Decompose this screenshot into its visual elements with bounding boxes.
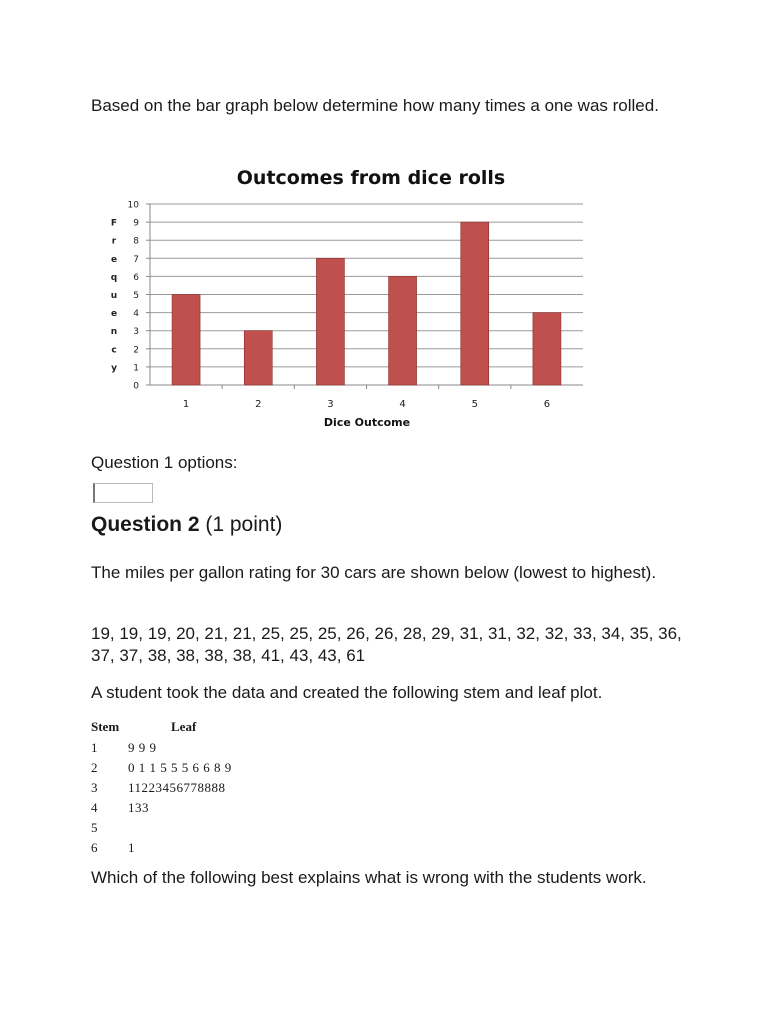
chart-x-ticks bbox=[183, 399, 550, 410]
y-axis-label-letter: F bbox=[110, 218, 118, 229]
bar-chart-svg bbox=[90, 152, 598, 442]
bar bbox=[461, 222, 489, 385]
x-tick-label: 2 bbox=[255, 399, 262, 410]
leaf-header: Leaf bbox=[171, 719, 197, 734]
bar-chart bbox=[90, 152, 598, 442]
stem-value: 5 bbox=[91, 820, 98, 835]
stem-value: 2 bbox=[91, 760, 98, 775]
stem-value: 1 bbox=[91, 740, 98, 755]
question-2-points: (1 point) bbox=[205, 513, 283, 536]
stem-value: 6 bbox=[91, 840, 98, 855]
chart-y-axis-label bbox=[111, 219, 117, 374]
leaf-values: 0 1 1 5 5 5 6 6 8 9 bbox=[128, 760, 232, 775]
y-axis-label-letter: q bbox=[110, 272, 118, 283]
y-axis-label-letter: r bbox=[111, 236, 117, 247]
question-2-which-text: Which of the following best explains what is wrong with the students work. bbox=[91, 868, 647, 887]
y-axis-label-letter: e bbox=[110, 309, 118, 320]
question-1-options-label: Question 1 options: bbox=[91, 453, 238, 472]
y-tick-label: 5 bbox=[133, 291, 139, 301]
question-2-title: Question 2 bbox=[91, 513, 200, 536]
y-tick-label: 7 bbox=[133, 254, 139, 265]
y-tick-label: 2 bbox=[133, 345, 139, 356]
bar bbox=[316, 258, 344, 385]
question-2-text: The miles per gallon rating for 30 cars are shown below (lowest to highest). bbox=[91, 563, 657, 582]
leaf-values: 11223456778888 bbox=[128, 780, 226, 795]
chart-gridlines bbox=[146, 204, 583, 389]
x-tick-label: 5 bbox=[471, 399, 478, 410]
chart-bars bbox=[172, 222, 561, 385]
y-tick-label: 8 bbox=[133, 236, 139, 247]
y-tick-label: 0 bbox=[133, 381, 139, 392]
y-tick-label: 10 bbox=[127, 200, 139, 211]
x-tick-label: 4 bbox=[399, 399, 406, 410]
question-1-prompt: Based on the bar graph below determine how many times a one was rolled. bbox=[91, 96, 659, 115]
y-tick-label: 1 bbox=[133, 363, 139, 374]
y-axis-label-letter: n bbox=[110, 327, 118, 338]
y-axis-label-letter: u bbox=[110, 291, 118, 301]
stem-value: 3 bbox=[91, 780, 98, 795]
leaf-values: 133 bbox=[128, 800, 149, 815]
chart-y-ticks bbox=[128, 201, 140, 392]
bar bbox=[389, 276, 417, 385]
y-tick-label: 9 bbox=[133, 218, 139, 229]
question-2-student-text: A student took the data and created the following stem and leaf plot. bbox=[91, 683, 603, 702]
y-tick-label: 4 bbox=[133, 309, 139, 320]
x-tick-label: 6 bbox=[543, 399, 551, 410]
x-tick-label: 1 bbox=[182, 399, 190, 410]
chart-x-axis-label: Dice Outcome bbox=[323, 416, 411, 429]
bar bbox=[172, 295, 200, 386]
x-tick-label: 3 bbox=[327, 399, 334, 410]
stem-header: Stem bbox=[91, 719, 120, 734]
question-2-heading bbox=[91, 512, 282, 538]
answer-input[interactable] bbox=[93, 483, 153, 503]
y-axis-label-letter: c bbox=[111, 345, 117, 356]
y-axis-label-letter: e bbox=[110, 254, 118, 265]
y-axis-label-letter: y bbox=[111, 363, 117, 374]
y-tick-label: 6 bbox=[133, 272, 139, 283]
bar bbox=[533, 313, 561, 385]
chart-title: Outcomes from dice rolls bbox=[236, 167, 506, 189]
leaf-values: 1 bbox=[128, 840, 135, 855]
bar bbox=[244, 331, 272, 385]
leaf-values: 9 9 9 bbox=[128, 740, 157, 755]
y-tick-label: 3 bbox=[133, 327, 139, 338]
question-2-data: 19, 19, 19, 20, 21, 21, 25, 25, 25, 26, 26, 28, 29, 31, 31, 32, 32, 33, 34, 35, 36, 37, 37, 38, 38, 38, 38, 41, 43, 43, 61 bbox=[91, 624, 682, 665]
stem-value: 4 bbox=[91, 800, 98, 815]
